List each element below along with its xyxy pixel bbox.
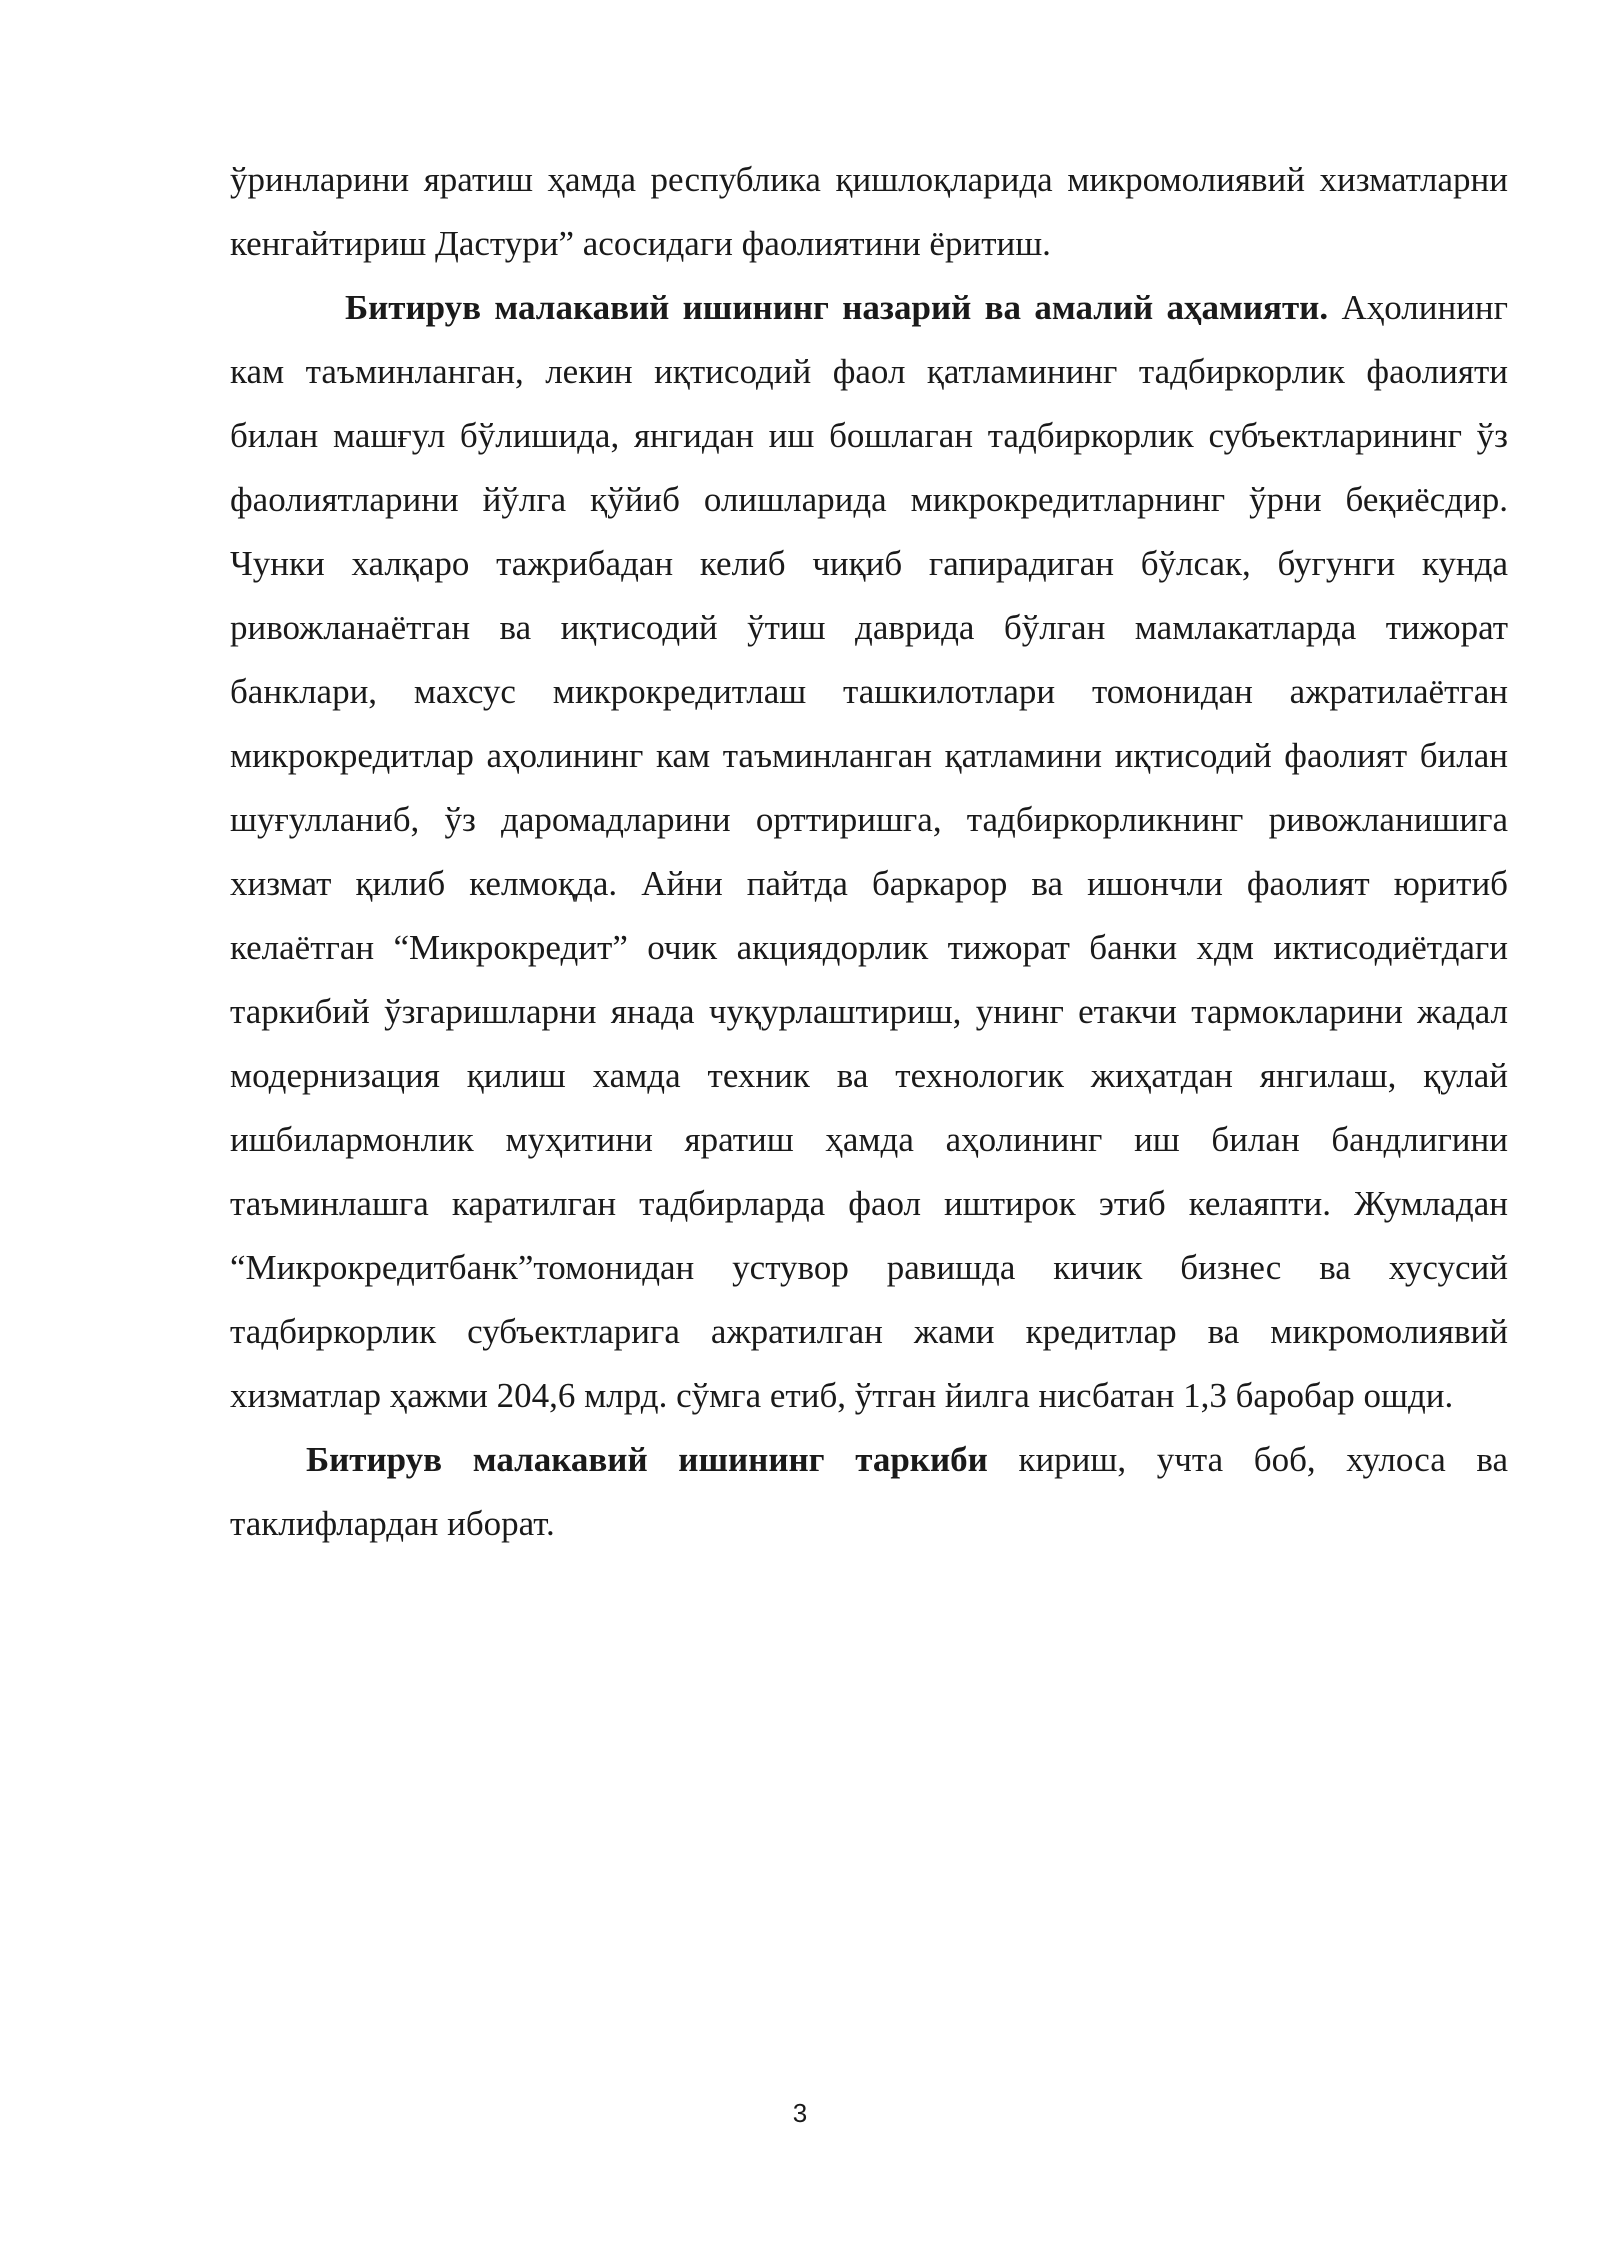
paragraph-significance [230, 276, 1508, 1428]
section-heading-structure: Битирув малакавий ишининг таркиби [306, 1440, 988, 1479]
paragraph-continuation [230, 148, 1508, 276]
page-number: 3 [792, 2098, 808, 2128]
paragraph-text: кириш, учта боб, хулоса ва таклифлардан иборат. [230, 1440, 1509, 1543]
paragraph-text: ўринларини яратиш ҳамда республика қишлоқларида микромолиявий хизматларни кенгайтириш Дастури” асосидаги фаолиятини ёритиш. [230, 160, 1508, 263]
paragraph-structure [230, 1428, 1508, 1556]
section-heading-significance: Битирув малакавий ишининг назарий ва амалий аҳамияти. [345, 288, 1329, 327]
body-text [230, 148, 1508, 1556]
paragraph-text: Аҳолининг кам таъминланган, лекин иқтисодий фаол қатламининг тадбиркорлик фаолияти билан машғул бўлишида, янгидан иш бошлаган тадбиркорлик субъектларининг ўз фаолиятларини йўлга қўйиб олишларида микрокредитларнинг ўрни беқиёсдир. Чунки халқаро тажрибадан келиб чиқиб гапирадиган бўлсак, бугунги кунда ривожланаётган ва иқтисодий ўтиш даврида бўлган мамлакатларда тижорат банклари, махсус микрокредитлаш ташкилотлари томонидан ажратилаётган микрокредитлар аҳолининг кам таъминланган қатламини иқтисодий фаолият билан шуғулланиб, ўз даромадларини орттиришга, тадбиркорликнинг ривожланишига хизмат қилиб келмоқда. Айни пайтда баркарор ва ишончли фаолият юритиб келаётган “Микрокредит” очик акциядорлик тижорат банки хдм иктисодиётдаги таркибий ўзгаришларни янада чуқурлаштириш, унинг етакчи тармокларини жадал модернизация қилиш хамда техник ва технологик жиҳатдан янгилаш, қулай ишбилармонлик муҳитини яратиш ҳамда аҳолининг иш билан бандлигини таъминлашга каратилган тадбирларда фаол иштирок этиб келаяпти. Жумладан “Микрокредитбанк”томонидан устувор равишда кичик бизнес ва хусусий тадбиркорлик субъектларига ажратилган жами кредитлар ва микромолиявий хизматлар ҳажми 204,6 млрд. сўмга етиб, ўтган йилга нисбатан 1,3 баробар ошди. [230, 288, 1508, 1415]
